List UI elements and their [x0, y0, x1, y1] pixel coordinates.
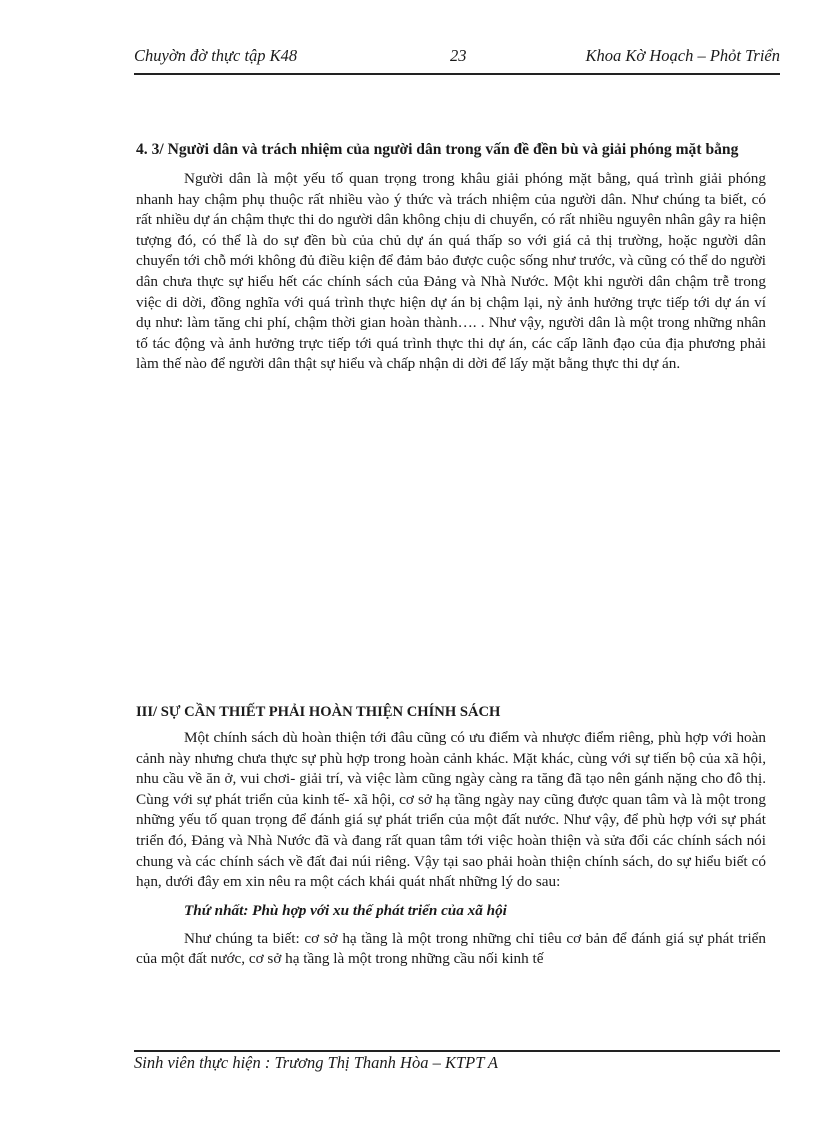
section-III-subheading: Thứ nhất: Phù hợp với xu thế phát triển của xã hội: [184, 901, 507, 919]
page-footer: Sinh viên thực hiện : Trương Thị Thanh Hòa – KTPT A: [134, 1053, 499, 1072]
section-4-3-paragraph: Người dân là một yếu tố quan trọng trong khâu giải phóng mặt bằng, quá trình giải phóng nhanh hay chậm phụ thuộc rất nhiều vào ý thức và trách nhiệm của người dân. Như chúng ta biết, có rất nhiều dự án chậm thực thi do người dân không chịu di chuyển, có rất nhiều nguyên nhân gây ra hiện tượng đó, có thể là do sự đền bù của chủ dự án quá thấp so với giá cả thị trường, hoặc người dân chuyển tới chỗ mới không đủ điều kiện để đảm bảo được cuộc sống như trước, và cũng có thể do người dân chưa thực sự hiểu hết các chính sách của Đảng và Nhà Nước. Một khi người dân chậm trễ trong việc di dời, đồng nghĩa với quá trình thực hiện dự án bị chậm lại, nỳ ảnh hưởng trực tiếp tới dự án ví dụ như: làm tăng chi phí, chậm thời gian hoàn thành…. . Như vậy, người dân là một trong những nhân tố tác động và ảnh hưởng trực tiếp tới quá trình thực thi dự án, các cấp lãnh đạo của địa phương phải làm thế nào để người dân thật sự hiểu và chấp nhận di dời để lấy mặt bằng thực thi dự án.: [136, 170, 766, 373]
page-header: [134, 46, 780, 72]
header-divider: [134, 73, 780, 75]
section-III-paragraph: Một chính sách dù hoàn thiện tới đâu cũng có ưu điểm và nhược điểm riêng, phù hợp với hoàn cảnh này nhưng chưa thực sự phù hợp trong hoàn cảnh khác. Mặt khác, cùng với sự tiến bộ của xã hội, nhu cầu về ăn ở, vui chơi- giải trí, và việc làm cũng ngày càng ra tăng đã tạo nên gánh nặng cho đô thị. Cùng với sự phát triển của kinh tế- xã hội, cơ sở hạ tầng ngày nay cũng được quan tâm và là một trong những yếu tố quan trọng để đánh giá sự phát triển của một đất nước. Như vậy, để phù hợp với sự phát triển đó, Đảng và Nhà Nước đã và đang rất quan tâm tới việc hoàn thiện và sửa đổi các chính sách nói chung và các chính sách về đất đai núi riêng. Vậy tại sao phải hoàn thiện chính sách, do sự hiểu biết có hạn, dưới đây em xin nêu ra một cách khái quát nhất những lý do sau:: [136, 729, 766, 891]
section-III-paragraph-2: Như chúng ta biết: cơ sở hạ tầng là một trong những chỉ tiêu cơ bản để đánh giá sự phát triển của một đất nước, cơ sở hạ tầng là một trong những cầu nối kinh tế: [136, 929, 766, 968]
footer-divider: [134, 1050, 780, 1052]
section-III: [136, 700, 766, 970]
section-4-3: [136, 138, 766, 375]
header-faculty: Khoa Kờ Hoạch – Phỏt Triển: [585, 46, 780, 65]
page-number: 23: [450, 46, 467, 65]
section-4-3-heading: 4. 3/ Người dân và trách nhiệm của người dân trong vấn đề đền bù và giải phóng mặt bằng: [136, 141, 739, 158]
header-course-title: Chuyờn đờ thực tập K48: [134, 46, 298, 65]
section-III-heading: III/ SỰ CẦN THIẾT PHẢI HOÀN THIỆN CHÍNH SÁCH: [136, 704, 501, 720]
